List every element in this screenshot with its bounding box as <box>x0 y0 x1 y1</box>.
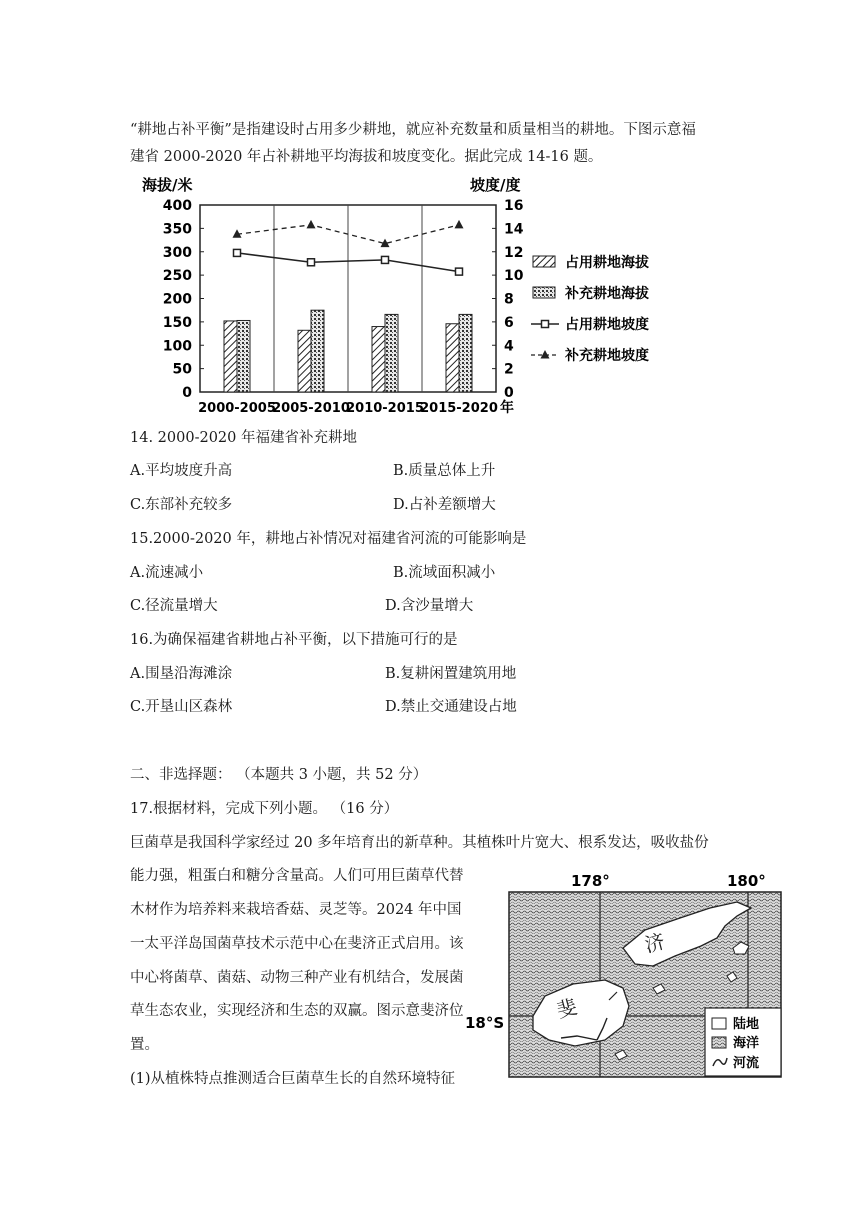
left-tick-label-250: 250 <box>162 268 192 285</box>
left-tick-label-50: 50 <box>172 361 192 378</box>
q15-option-a[interactable]: A.流速减小 <box>130 565 204 581</box>
bar-supplement-elevation-2010-2015 <box>385 314 398 392</box>
q14-option-d[interactable]: D.占补差额增大 <box>393 497 496 513</box>
legend-swatch-occupied-slope-marker <box>542 321 549 328</box>
point-supplement-slope-2015-2020 <box>455 220 464 229</box>
q17-para-line-6: 草生态农业，实现经济和生态的双赢。图示意斐济位 <box>130 1003 464 1019</box>
q15-option-b[interactable]: B.流域面积减小 <box>393 565 496 581</box>
point-occupied-slope-2000-2005 <box>234 249 241 256</box>
q17-sub-question-1: (1)从植株特点推测适合巨菌草生长的自然环境特征 <box>130 1071 456 1087</box>
q16-stem: 16.为确保福建省耕地占补平衡，以下措施可行的是 <box>130 632 458 648</box>
legend-label-3: 补充耕地坡度 <box>565 348 649 364</box>
right-tick-label-12: 12 <box>504 244 524 261</box>
longitude-178-label: 178° <box>571 872 610 890</box>
q15-option-d[interactable]: D.含沙量增大 <box>385 598 474 614</box>
q15-stem: 15.2000-2020 年，耕地占补情况对福建省河流的可能影响是 <box>130 531 527 547</box>
island-label-fei: 斐 <box>553 994 580 1023</box>
x-tick-label-2000-2005: 2000-2005 <box>198 401 276 416</box>
q17-para-line-5: 中心将菌草、菌菇、动物三种产业有机结合，发展菌 <box>130 970 464 986</box>
right-tick-label-14: 14 <box>504 221 524 238</box>
left-tick-label-300: 300 <box>162 244 192 261</box>
legend-label-1: 补充耕地海拔 <box>565 286 649 302</box>
q17-para-line-2: 能力强，粗蛋白和糖分含量高。人们可用巨菌草代替 <box>130 868 464 884</box>
q14-stem: 14. 2000-2020 年福建省补充耕地 <box>130 430 357 446</box>
right-tick-label-6: 6 <box>504 314 514 331</box>
q16-option-c[interactable]: C.开垦山区森林 <box>130 699 233 715</box>
bar-occupied-elevation-2005-2010 <box>298 330 311 392</box>
legend-swatch-occupied-elevation <box>533 256 555 267</box>
right-tick-label-16: 16 <box>504 198 524 214</box>
fiji-location-map <box>465 868 785 1080</box>
right-axis-label: 坡度/度 <box>470 176 521 194</box>
q17-para-line-1: 巨菌草是我国科学家经过 20 多年培育出的新草种。其植株叶片宽大、根系发达，吸收盐份 <box>130 835 709 851</box>
x-tick-label-2010-2015: 2010-2015 <box>346 401 424 416</box>
q16-option-a[interactable]: A.围垦沿海滩涂 <box>130 666 233 682</box>
island-label-ji: 济 <box>641 928 668 958</box>
left-tick-label-200: 200 <box>162 291 192 308</box>
q16-option-b[interactable]: B.复耕闲置建筑用地 <box>385 666 517 682</box>
section-2-heading: 二、非选择题： （本题共 3 小题，共 52 分） <box>130 767 428 783</box>
x-tick-label-2015-2020: 2015-2020 <box>420 401 498 416</box>
point-supplement-slope-2005-2010 <box>307 220 316 229</box>
q16-option-d[interactable]: D.禁止交通建设占地 <box>385 699 517 715</box>
left-axis-label: 海拔/米 <box>142 176 193 194</box>
bar-occupied-elevation-2010-2015 <box>372 327 385 392</box>
point-occupied-slope-2010-2015 <box>382 256 389 263</box>
intro-line-2: 建省 2000-2020 年占补耕地平均海拔和坡度变化。据此完成 14-16 题。 <box>130 149 603 165</box>
bar-occupied-elevation-2015-2020 <box>446 324 459 392</box>
left-tick-label-350: 350 <box>162 221 192 238</box>
left-tick-label-400: 400 <box>162 198 192 214</box>
q14-option-b[interactable]: B.质量总体上升 <box>393 463 496 479</box>
q15-option-c[interactable]: C.径流量增大 <box>130 598 218 614</box>
right-tick-label-10: 10 <box>504 268 524 285</box>
legend-sea-swatch <box>712 1037 726 1048</box>
bar-supplement-elevation-2005-2010 <box>311 310 324 392</box>
legend-swatch-supplement-slope-marker <box>541 350 550 359</box>
intro-line-1: “耕地占补平衡”是指建设时占用多少耕地，就应补充数量和质量相当的耕地。下图示意福 <box>130 122 696 138</box>
latitude-18s-label: 18°S <box>465 1014 505 1032</box>
x-tick-label-2005-2010: 2005-2010 <box>272 401 350 416</box>
bar-supplement-elevation-2000-2005 <box>237 320 250 392</box>
right-tick-label-8: 8 <box>504 291 514 308</box>
point-occupied-slope-2015-2020 <box>456 268 463 275</box>
x-axis-unit: 年 <box>500 400 514 416</box>
elevation-slope-chart <box>130 170 670 420</box>
legend-label-0: 占用耕地海拔 <box>565 255 649 271</box>
bar-occupied-elevation-2000-2005 <box>224 321 237 392</box>
q14-option-a[interactable]: A.平均坡度升高 <box>130 463 233 479</box>
right-tick-label-0: 0 <box>504 385 514 401</box>
q17-para-line-4: 一太平洋岛国菌草技术示范中心在斐济正式启用。该 <box>130 936 464 952</box>
left-tick-label-0: 0 <box>182 385 192 401</box>
legend-land-label: 陆地 <box>733 1017 760 1032</box>
longitude-180-label: 180° <box>727 872 766 890</box>
bar-supplement-elevation-2015-2020 <box>459 314 472 392</box>
point-occupied-slope-2005-2010 <box>308 259 315 266</box>
q17-stem: 17.根据材料，完成下列小题。 （16 分） <box>130 801 399 817</box>
legend-sea-label: 海洋 <box>733 1036 760 1051</box>
q17-para-line-7: 置。 <box>130 1037 159 1053</box>
right-tick-label-4: 4 <box>504 338 514 355</box>
legend-land-swatch <box>712 1018 726 1029</box>
q17-para-line-3: 木材作为培养料来栽培香菇、灵芝等。2024 年中国 <box>130 902 462 918</box>
legend-swatch-supplement-elevation <box>533 287 555 298</box>
legend-label-2: 占用耕地坡度 <box>565 317 649 333</box>
q14-option-c[interactable]: C.东部补充较多 <box>130 497 233 513</box>
legend-river-label: 河流 <box>733 1056 760 1071</box>
left-tick-label-100: 100 <box>162 338 192 355</box>
left-tick-label-150: 150 <box>162 314 192 331</box>
right-tick-label-2: 2 <box>504 361 514 378</box>
